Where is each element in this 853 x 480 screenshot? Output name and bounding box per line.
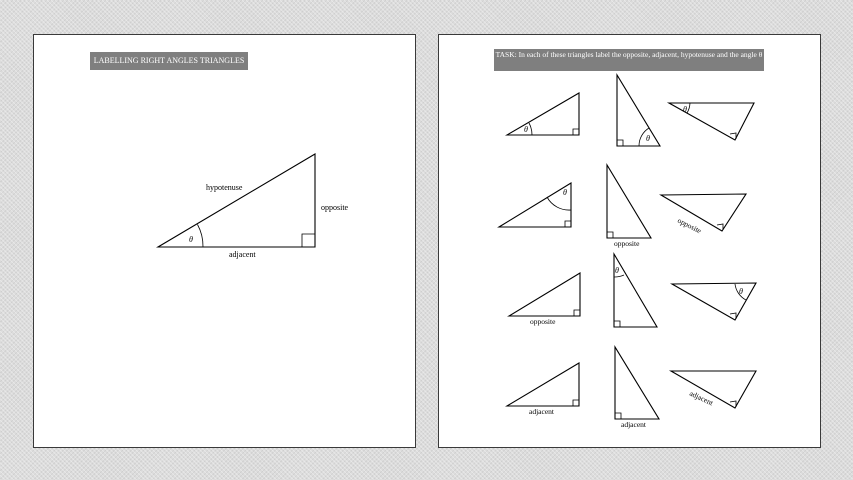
triangle-r1-t3 bbox=[669, 103, 754, 140]
example-triangle-diagram bbox=[34, 35, 417, 449]
triangle-r3-t2 bbox=[614, 254, 657, 327]
adjacent-label: adjacent bbox=[229, 250, 256, 259]
theta-label: θ bbox=[739, 287, 743, 296]
left-page bbox=[33, 34, 416, 448]
hint-label: adjacent bbox=[688, 388, 715, 408]
triangle-r1-t2 bbox=[617, 75, 660, 146]
hint-label: adjacent bbox=[529, 407, 554, 416]
angle-theta-label: θ bbox=[189, 235, 193, 244]
angle-arc bbox=[198, 225, 204, 248]
hint-label: adjacent bbox=[621, 420, 646, 429]
theta-label: θ bbox=[524, 125, 528, 134]
theta-label: θ bbox=[615, 266, 619, 275]
triangle-r2-t2 bbox=[607, 165, 651, 248]
theta-label: θ bbox=[683, 105, 687, 114]
triangle-r3-t3 bbox=[672, 283, 756, 320]
triangle-worksheet bbox=[439, 35, 822, 449]
triangle-r3-t1 bbox=[509, 273, 580, 326]
hint-label: opposite bbox=[676, 215, 703, 236]
right-page bbox=[438, 34, 821, 448]
triangle-r4-t1 bbox=[507, 363, 579, 416]
opposite-label: opposite bbox=[321, 203, 349, 212]
triangle-r4-t3 bbox=[671, 371, 756, 408]
triangle-r2-t3 bbox=[661, 194, 746, 236]
triangle-r4-t2 bbox=[615, 347, 659, 429]
theta-label: θ bbox=[563, 188, 567, 197]
triangle-r1-t1 bbox=[507, 93, 579, 135]
hint-label: opposite bbox=[614, 239, 640, 248]
triangle-r2-t1 bbox=[499, 183, 571, 227]
hint-label: opposite bbox=[530, 317, 556, 326]
page-title: LABELLING RIGHT ANGLES TRIANGLES bbox=[90, 52, 248, 70]
theta-label: θ bbox=[646, 134, 650, 143]
hypotenuse-label: hypotenuse bbox=[206, 183, 243, 192]
task-instructions: TASK: In each of these triangles label the opposite, adjacent, hypotenuse and the angle θ bbox=[494, 49, 764, 71]
example-triangle bbox=[158, 154, 315, 247]
right-angle-marker bbox=[302, 234, 315, 247]
